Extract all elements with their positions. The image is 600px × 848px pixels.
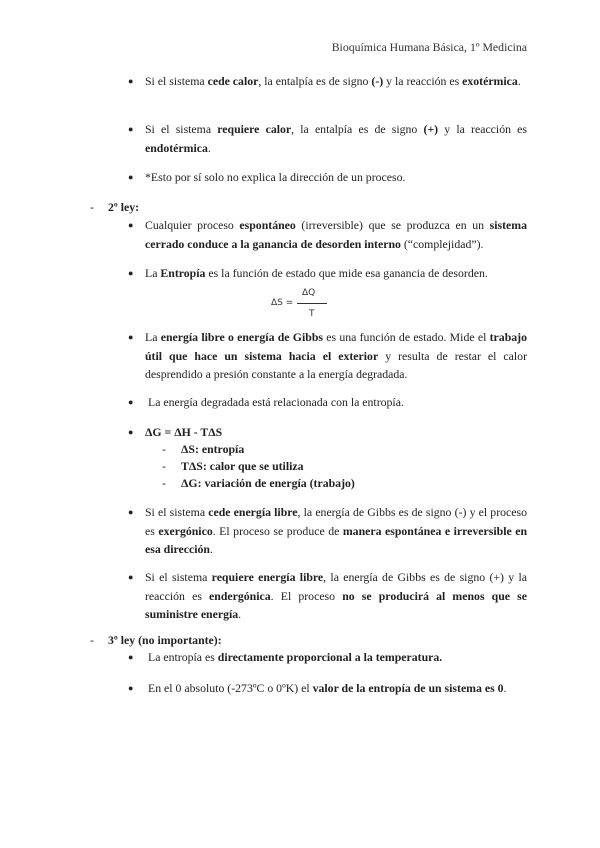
paragraph-spontaneous: Cualquier proceso espontáneo (irreversible) que se produzca en un sistema cerrado conduce a la ganancia de desorden interno (“complejidad”). bbox=[145, 218, 527, 251]
bullet-icon: ● bbox=[128, 76, 134, 86]
formula-denominator: T bbox=[309, 309, 315, 319]
bullet-icon: ● bbox=[128, 652, 134, 662]
paragraph-degraded-energy: La energía degradada está relacionada con la entropía. bbox=[148, 395, 404, 409]
bullet-icon: ● bbox=[128, 397, 134, 407]
bullet-icon: ● bbox=[128, 683, 134, 693]
dash-marker: - bbox=[162, 442, 166, 456]
section-third-law: 3º ley (no importante): bbox=[108, 633, 222, 647]
sub-item-entropy: ΔS: entropía bbox=[181, 442, 245, 456]
formula-lhs: ΔS = bbox=[271, 298, 294, 308]
formula-numerator: ΔQ bbox=[302, 288, 316, 298]
bullet-icon: ● bbox=[128, 124, 134, 134]
paragraph-entropy: La Entropía es la función de estado que mide esa ganancia de desorden. bbox=[145, 266, 488, 280]
paragraph-exergonic: Si el sistema cede energía libre, la energía de Gibbs es de signo (-) y el proceso es exergónico. El proceso se produce de manera espontánea e irreversible en esa dirección. bbox=[145, 505, 528, 556]
sub-item-heat: TΔS: calor que se utiliza bbox=[181, 459, 304, 473]
bullet-icon: ● bbox=[128, 220, 134, 230]
paragraph-exothermic: Si el sistema cede calor, la entalpía es de signo (-) y la reacción es exotérmica. bbox=[145, 74, 521, 88]
bullet-icon: ● bbox=[128, 427, 134, 437]
sub-item-energy-variation: ΔG: variación de energía (trabajo) bbox=[181, 476, 355, 490]
dash-marker: - bbox=[90, 633, 94, 647]
dash-marker: - bbox=[90, 200, 94, 214]
bullet-icon: ● bbox=[128, 572, 134, 582]
bullet-icon: ● bbox=[128, 507, 134, 517]
section-second-law: 2º ley: bbox=[108, 200, 140, 214]
paragraph-note: *Esto por sí solo no explica la dirección de un proceso. bbox=[145, 170, 406, 184]
paragraph-endergonic: Si el sistema requiere energía libre, la energía de Gibbs es de signo (+) y la reacción es endergónica. El proceso no se producirá al menos que se suministre energía. bbox=[145, 570, 527, 621]
dash-marker: - bbox=[162, 459, 166, 473]
formula-fraction-bar bbox=[297, 303, 327, 304]
gibbs-equation: ΔG = ΔH - TΔS bbox=[145, 425, 223, 439]
paragraph-proportional: La entropía es directamente proporcional a la temperatura. bbox=[148, 650, 443, 664]
paragraph-absolute-zero: En el 0 absoluto (-273ºC o 0ºK) el valor de la entropía de un sistema es 0. bbox=[148, 681, 507, 695]
bullet-icon: ● bbox=[128, 172, 134, 182]
paragraph-gibbs: La energía libre o energía de Gibbs es una función de estado. Mide el trabajo útil que hace un sistema hacia el exterior y resulta de restar el calor desprendido a presión constante a la energía degradada. bbox=[145, 330, 527, 381]
paragraph-endothermic: Si el sistema requiere calor, la entalpía es de signo (+) y la reacción es endotérmica. bbox=[145, 122, 527, 155]
bullet-icon: ● bbox=[128, 332, 134, 342]
bullet-icon: ● bbox=[128, 268, 134, 278]
page-header: Bioquímica Humana Básica, 1º Medicina bbox=[331, 40, 527, 54]
dash-marker: - bbox=[162, 476, 166, 490]
